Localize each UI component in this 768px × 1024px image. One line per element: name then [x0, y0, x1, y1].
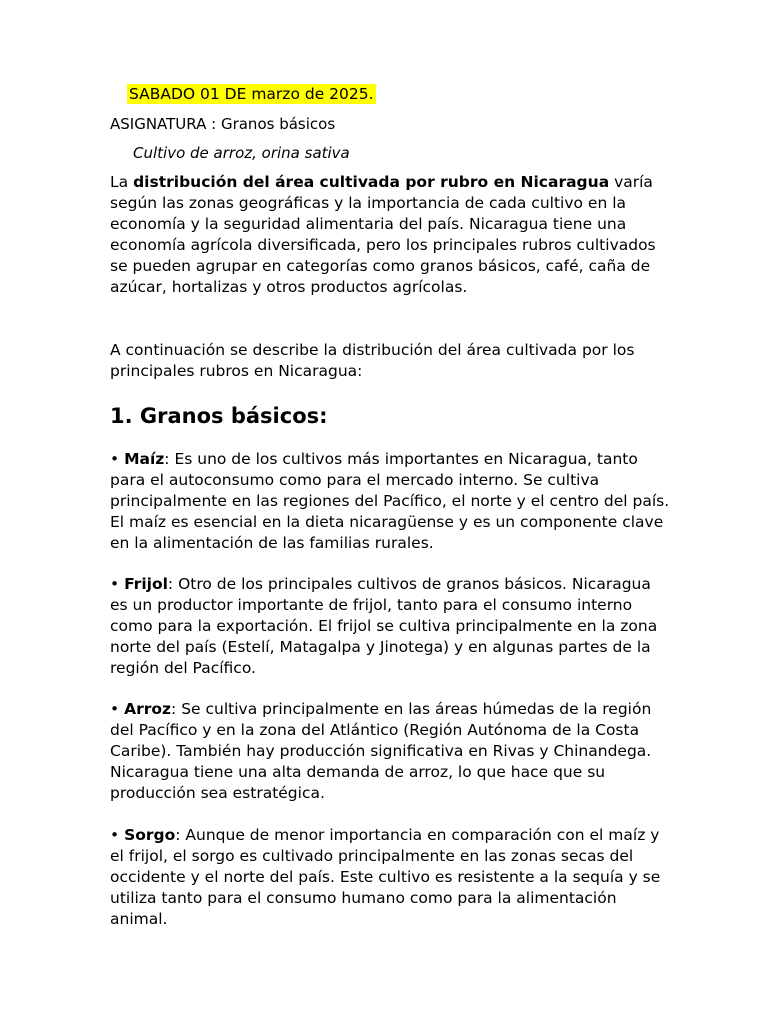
intro-bold-phrase: distribución del área cultivada por rubro en Nicaragua [133, 173, 610, 191]
bullet-item-sorgo [110, 825, 670, 930]
bullet-text: : Aunque de menor importancia en comparación con el maíz y el frijol, el sorgo es cultivado principalmente en las zonas secas del occidente y el norte del país. Este cultivo es resistente a la sequía y se utiliza tanto para el consumo humano como para la alimentación animal. [110, 826, 661, 928]
bullet-name: Maíz [124, 450, 165, 468]
subject-line: ASIGNATURA : Granos básicos [110, 115, 336, 133]
intro-rest: varía según las zonas geográficas y la importancia de cada cultivo en la economía y la seguridad alimentaria del país. Nicaragua tiene una economía agrícola diversificada, pero los principales rubros cultivados se pueden agrupar en categorías como granos básicos, café, caña de azúcar, hortalizas y otros productos agrícolas. [110, 173, 656, 296]
bullet-marker: • [110, 575, 125, 593]
date-line [127, 84, 376, 105]
bullet-item-arroz [110, 699, 670, 804]
date-text: SABADO 01 DE marzo de 2025. [129, 85, 374, 103]
bullet-marker: • [110, 450, 125, 468]
bullet-text: : Se cultiva principalmente en las áreas húmedas de la región del Pacífico y en la zona del Atlántico (Región Autónoma de la Costa Caribe). También hay producción significativa en Rivas y Chinandega. Nicaragua tiene una alta demanda de arroz, lo que hace que su producción sea estratégica. [110, 700, 652, 802]
intro-paragraph [110, 172, 670, 298]
bullet-item-maiz [110, 449, 670, 554]
bullet-marker: • [110, 826, 125, 844]
bullet-marker: • [110, 700, 125, 718]
bullet-text: : Es uno de los cultivos más importantes en Nicaragua, tanto para el autoconsumo como para el mercado interno. Se cultiva principalmente en las regiones del Pacífico, el norte y el centro del país. El maíz es esencial en la dieta nicaragüense y es un componente clave en la alimentación de las familias rurales. [110, 450, 670, 552]
section-heading: 1. Granos básicos: [110, 404, 328, 428]
bullet-name: Arroz [124, 700, 172, 718]
bullet-text: : Otro de los principales cultivos de granos básicos. Nicaragua es un productor importante de frijol, tanto para el consumo interno como para la exportación. El frijol se cultiva principalmente en la zona norte del país (Estelí, Matagalpa y Jinotega) y en algunas partes de la región del Pacífico. [110, 575, 658, 677]
bullet-name: Frijol [124, 575, 168, 593]
bullet-name: Sorgo [124, 826, 176, 844]
continuation-paragraph: A continuación se describe la distribución del área cultivada por los principales rubros en Nicaragua: [110, 341, 635, 380]
intro-lead: La [110, 173, 134, 191]
bullet-item-frijol [110, 574, 670, 679]
crop-title: Cultivo de arroz, orina sativa [133, 144, 350, 162]
